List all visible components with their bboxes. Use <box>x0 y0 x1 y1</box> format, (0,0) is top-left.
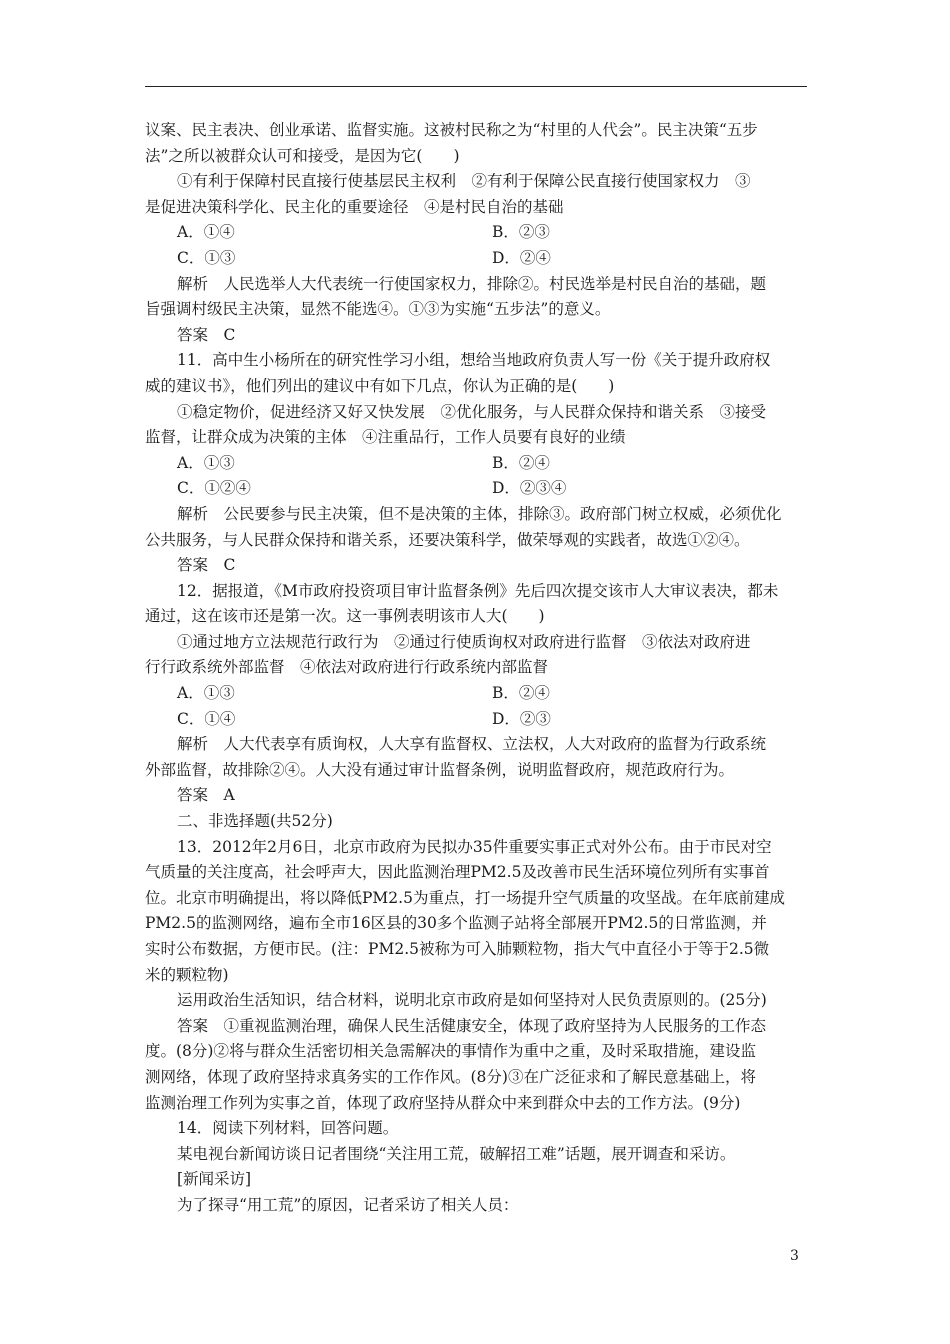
option-d: D．②③ <box>492 709 551 728</box>
answer-line: 答案 C <box>177 325 236 344</box>
question-line: 11．高中生小杨所在的研究性学习小组，想给当地政府负责人写一份《关于提升政府权 <box>177 351 771 370</box>
options-row <box>145 220 807 246</box>
text-line: 行行政系统外部监督 ④依法对政府进行行政系统内部监督 <box>145 658 549 677</box>
option-b: B．②③ <box>492 223 550 242</box>
page-number: 3 <box>790 1248 799 1264</box>
analysis-line: 外部监督，故排除②④。人大没有通过审计监督条例，说明监督政府，规范政府行为。 <box>145 760 735 779</box>
text-line: 议案、民主表决、创业承诺、监督实施。这被村民称之为“村里的人代会”。民主决策“五步 <box>145 121 758 139</box>
option-d: D．②④ <box>492 248 551 267</box>
answer-line: 答案 C <box>177 556 236 575</box>
text-line: ①稳定物价，促进经济又好又快发展 ②优化服务，与人民群众保持和谐关系 ③接受 <box>177 402 767 421</box>
option-b: B．②④ <box>492 453 550 472</box>
option-c: C．①④ <box>177 709 236 728</box>
option-a: A．①④ <box>177 223 235 242</box>
options-row <box>145 707 807 733</box>
text-line: 监督，让群众成为决策的主体 ④注重品行，工作人员要有良好的业绩 <box>145 428 626 447</box>
question-line: 12．据报道，《M市政府投资项目审计监督条例》先后四次提交该市人大审议表决，都未 <box>177 581 779 600</box>
question-line: 14．阅读下列材料，回答问题。 <box>177 1119 399 1138</box>
answer-line: 监测治理工作列为实事之首，体现了政府坚持从群众中来到群众中去的工作方法。(9分) <box>145 1093 741 1112</box>
text-line: ①有利于保障村民直接行使基层民主权利 ②有利于保障公民直接行使国家权力 ③ <box>177 172 751 191</box>
question-line: 13．2012年2月6日，北京市政府为民拟办35件重要实事正式对外公布。由于市民对空 <box>177 837 772 856</box>
text-line: [新闻采访] <box>177 1170 252 1189</box>
analysis-line: 解析 人大代表享有质询权，人大享有监督权、立法权，人大对政府的监督为行政系统 <box>177 735 767 754</box>
question-line: 运用政治生活知识，结合材料，说明北京市政府是如何坚持对人民负责原则的。(25分) <box>177 991 767 1010</box>
option-c: C．①③ <box>177 248 236 267</box>
options-row <box>145 476 807 502</box>
analysis-line: 公共服务，与人民群众保持和谐关系，还要决策科学，做荣辱观的实践者，故选①②④。 <box>145 530 750 549</box>
options-row <box>145 451 807 477</box>
text-line: 是促进决策科学化、民主化的重要途径 ④是村民自治的基础 <box>145 197 564 216</box>
section-heading: 二、非选择题(共52分) <box>177 812 333 831</box>
text-line: 实时公布数据，方便市民。(注：PM2.5被称为可入肺颗粒物，指大气中直径小于等于2.5微 <box>145 940 770 958</box>
header-rule <box>145 86 807 87</box>
analysis-line: 解析 公民要参与民主决策，但不是决策的主体，排除③。政府部门树立权威，必须优化 <box>177 504 782 523</box>
option-a: A．①③ <box>177 453 235 472</box>
option-c: C．①②④ <box>177 479 251 498</box>
option-b: B．②④ <box>492 684 550 703</box>
answer-line: 测网络，体现了政府坚持求真务实的工作作风。(8分)③在广泛征求和了解民意基础上，将 <box>145 1067 756 1086</box>
analysis-line: 解析 人民选举人大代表统一行使国家权力，排除②。村民选举是村民自治的基础，题 <box>177 274 767 293</box>
analysis-line: 旨强调村级民主决策，显然不能选④。①③为实施“五步法”的意义。 <box>145 300 611 319</box>
answer-line: 度。(8分)②将与群众生活密切相关急需解决的事情作为重中之重，及时采取措施，建设监 <box>145 1042 756 1061</box>
answer-line: 答案 ①重视监测治理，确保人民生活健康安全，体现了政府坚持为人民服务的工作态 <box>177 1016 767 1035</box>
text-line: PM2.5的监测网络，遍布全市16区县的30多个监测子站将全部展开PM2.5的日常监测，并 <box>145 914 767 933</box>
option-a: A．①③ <box>177 684 235 703</box>
options-row <box>145 681 807 707</box>
text-line: 米的颗粒物) <box>145 965 229 984</box>
text-line: 法”之所以被群众认可和接受，是因为它( ) <box>145 146 460 165</box>
document-body <box>145 118 807 1219</box>
text-line: 为了探寻“用工荒”的原因，记者采访了相关人员： <box>177 1195 519 1214</box>
options-row <box>145 246 807 272</box>
text-line: ①通过地方立法规范行政行为 ②通过行使质询权对政府进行监督 ③依法对政府进 <box>177 632 751 651</box>
answer-line: 答案 A <box>177 786 235 805</box>
text-line: 位。北京市明确提出，将以降低PM2.5为重点，打一场提升空气质量的攻坚战。在年底前建成 <box>145 888 785 907</box>
question-line: 威的建议书》，他们列出的建议中有如下几点，你认为正确的是( ) <box>145 376 615 395</box>
option-d: D．②③④ <box>492 479 567 498</box>
question-line: 通过，这在该市还是第一次。这一事例表明该市人大( ) <box>145 607 545 626</box>
text-line: 气质量的关注度高，社会呼声大，因此监测治理PM2.5及改善市民生活环境位列所有实事首 <box>145 863 770 882</box>
text-line: 某电视台新闻访谈日记者围绕“关注用工荒，破解招工难”话题，展开调查和采访。 <box>177 1144 736 1163</box>
